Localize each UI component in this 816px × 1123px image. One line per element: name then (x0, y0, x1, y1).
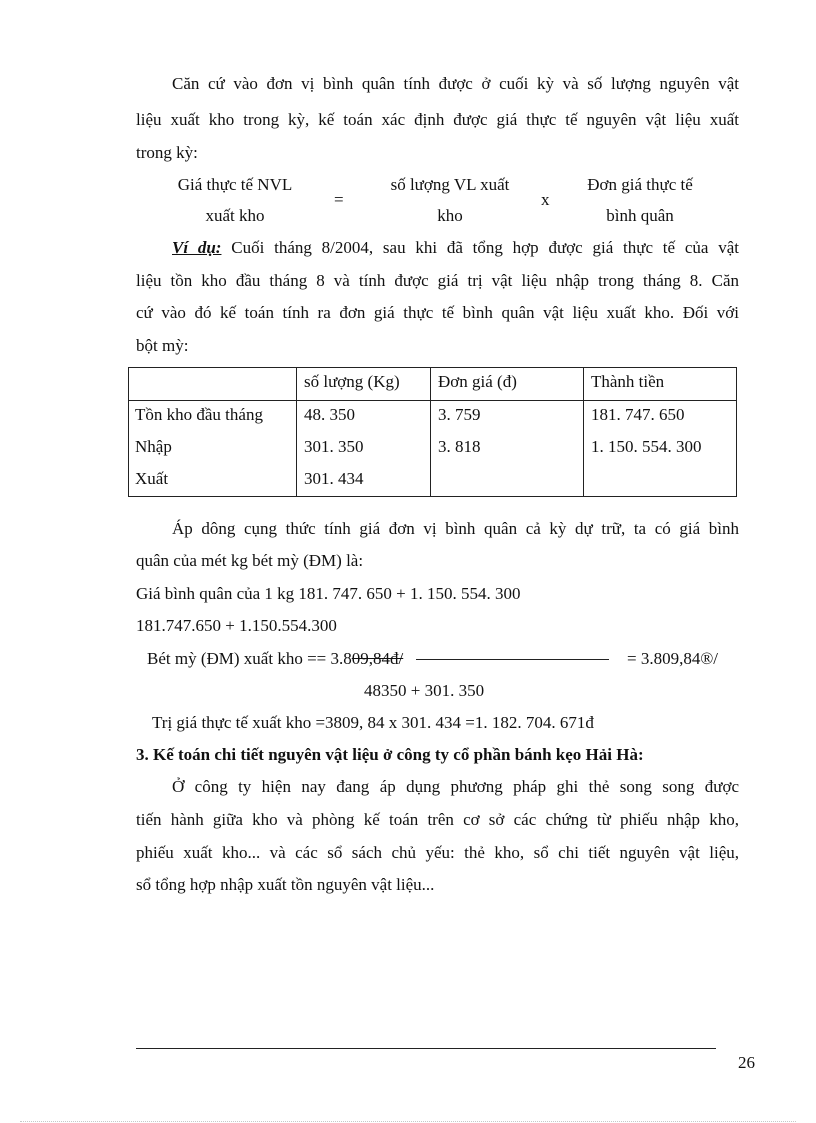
example-line-1 (136, 238, 739, 258)
example-line-1-text: Cuối tháng 8/2004, sau khi đã tổng hợp được giá thực tế của vật (221, 238, 739, 257)
formula-left-top: Giá thực tế NVL (177, 175, 293, 194)
inventory-table (128, 367, 737, 497)
example-line-4: bột mỳ: (136, 336, 189, 355)
example-label: Ví dụ: (172, 238, 222, 257)
table-header-unit-price: Đơn giá (đ) (438, 372, 517, 391)
apply-line-1: Áp dông cụng thức tính giá đơn vị bình quân cả kỳ dự trữ, ta có giá bình (172, 519, 739, 538)
table-header-quantity: số lượng (Kg) (304, 372, 400, 391)
page-bottom-border (20, 1121, 796, 1122)
calc-line-3-result: = 3.809,84®/ (627, 649, 718, 668)
example-line-2: liệu tồn kho đầu tháng 8 và tính được giá trị vật liệu nhập trong tháng 8. Căn (136, 271, 739, 290)
section-3-line-4: sổ tổng hợp nhập xuất tồn nguyên vật liệu... (136, 875, 435, 894)
intro-line-1: Căn cứ vào đơn vị bình quân tính được ở cuối kỳ và số lượng nguyên vật (172, 74, 739, 93)
formula-mid-bottom: kho (437, 206, 463, 225)
table-cell: 301. 350 (304, 437, 364, 456)
calc-line-3-struck: 09,84đ/ (351, 649, 404, 668)
table-cell: Tồn kho đầu tháng (135, 405, 263, 424)
calc-line-2: 181.747.650 + 1.150.554.300 (136, 616, 337, 635)
table-col-divider (583, 368, 584, 496)
intro-line-2: liệu xuất kho trong kỳ, kế toán xác định được giá thực tế nguyên vật liệu xuất (136, 110, 739, 129)
section-3-line-2: tiến hành giữa kho và phòng kế toán trên cơ sở các chứng từ phiếu nhập kho, (136, 810, 739, 829)
calc-line-1: Giá bình quân của 1 kg 181. 747. 650 + 1. 150. 554. 300 (136, 584, 521, 603)
calc-line-5: Trị giá thực tế xuất kho =3809, 84 x 301. 434 =1. 182. 704. 671đ (152, 713, 594, 732)
section-3-line-3: phiếu xuất kho... và các sổ sách chủ yếu: thẻ kho, sổ chi tiết nguyên vật liệu, (136, 843, 739, 862)
table-row-divider (129, 400, 736, 401)
example-line-3: cứ vào đó kế toán tính ra đơn giá thực tế bình quân vật liệu xuất kho. Đối với (136, 303, 739, 322)
calc-line-4: 48350 + 301. 350 (364, 681, 485, 700)
table-col-divider (430, 368, 431, 496)
formula-times: x (541, 190, 550, 209)
footer-divider (136, 1048, 716, 1049)
table-col-divider (296, 368, 297, 496)
calc-line-3 (147, 649, 403, 669)
table-cell: 1. 150. 554. 300 (591, 437, 702, 456)
table-cell: 48. 350 (304, 405, 355, 424)
table-cell: 3. 759 (438, 405, 481, 424)
intro-line-3: trong kỳ: (136, 143, 198, 162)
table-cell: 301. 434 (304, 469, 364, 488)
calc-line-3-prefix: Bét mỳ (ĐM) xuất kho == 3.8 (147, 649, 352, 668)
page-number: 26 (738, 1053, 755, 1072)
formula-right-top: Đơn giá thực tế (587, 175, 693, 194)
apply-line-2: quân của mét kg bét mỳ (ĐM) là: (136, 551, 364, 570)
table-cell: 3. 818 (438, 437, 481, 456)
formula-right-bottom: bình quân (606, 206, 674, 225)
formula-equals: = (334, 190, 344, 209)
table-header-amount: Thành tiền (591, 372, 665, 391)
section-3-heading: 3. Kế toán chi tiết nguyên vật liệu ở công ty cổ phần bánh kẹo Hải Hà: (136, 745, 644, 764)
table-cell: Nhập (135, 437, 172, 456)
section-3-line-1: Ở công ty hiện nay đang áp dụng phương pháp ghi thẻ song song được (172, 777, 739, 796)
formula-mid-top: số lượng VL xuất (390, 175, 510, 194)
table-cell: Xuất (135, 469, 169, 488)
fraction-bar (416, 659, 609, 660)
table-cell: 181. 747. 650 (591, 405, 685, 424)
formula-left-bottom: xuất kho (205, 206, 265, 225)
